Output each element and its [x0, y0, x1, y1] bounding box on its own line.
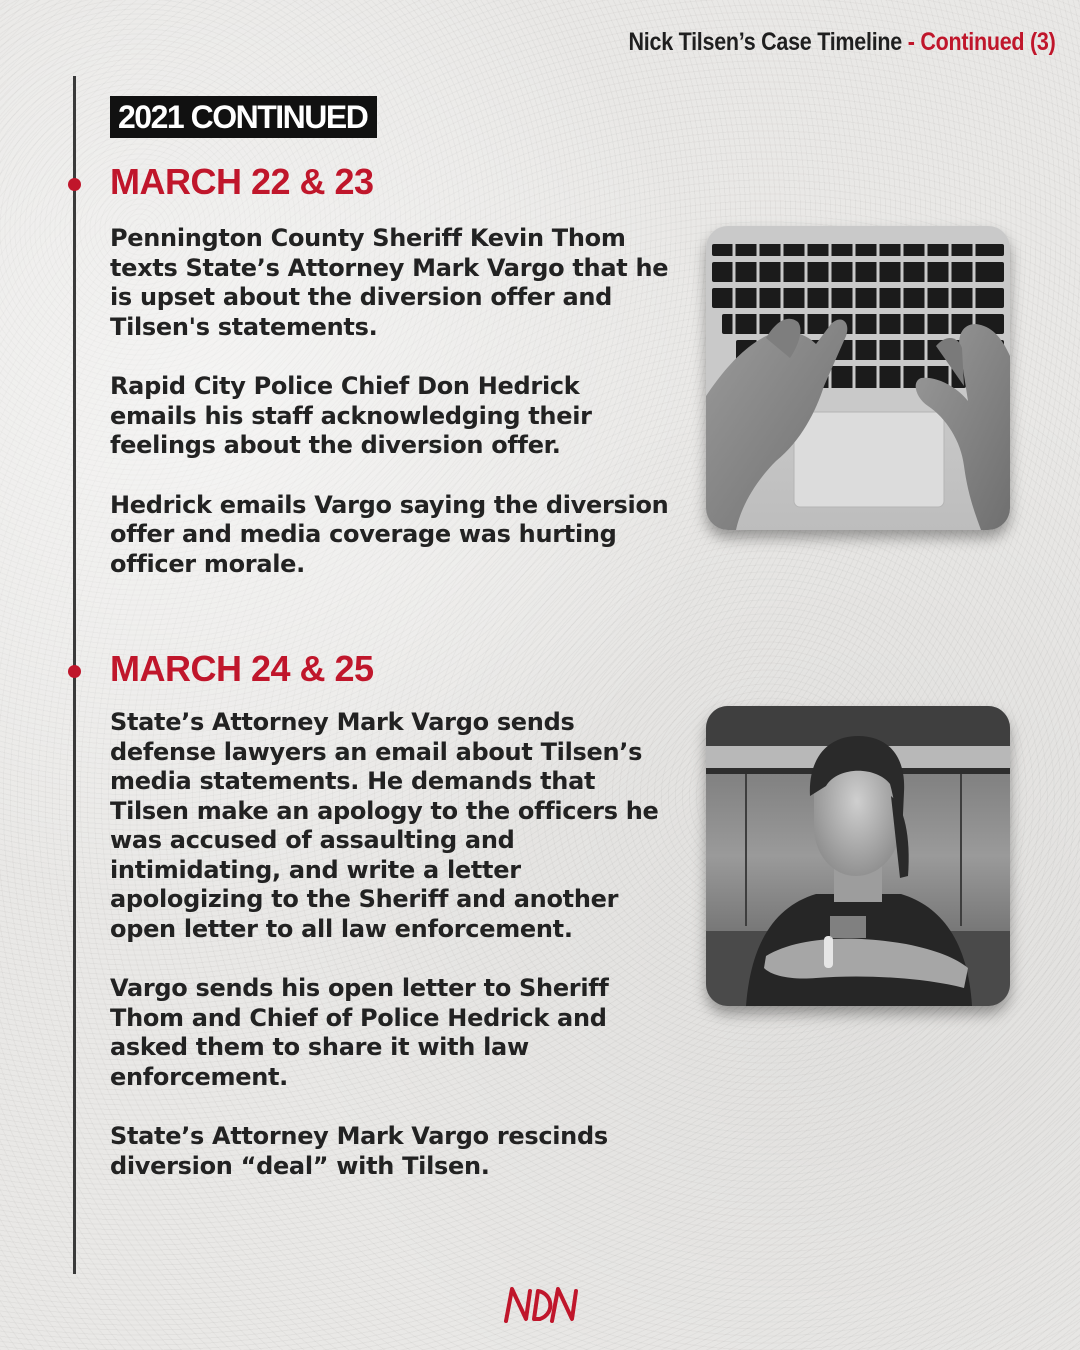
- event-paragraph: Pennington County Sheriff Kevin Thom texts State’s Attorney Mark Vargo that he is upset about the diversion offer and Tilsen's statements.: [110, 224, 669, 341]
- portrait-photo: [706, 706, 1010, 1006]
- event-description: [110, 708, 670, 1211]
- timeline-dot: [68, 665, 81, 678]
- ndn-logo: [500, 1283, 580, 1325]
- event-date: MARCH 24 & 25: [110, 648, 374, 689]
- page-header: [629, 28, 1056, 57]
- header-title: Nick Tilsen’s Case Timeline: [628, 28, 903, 56]
- event-paragraph: State’s Attorney Mark Vargo rescinds diversion “deal” with Tilsen.: [110, 1122, 608, 1180]
- event-date: MARCH 22 & 23: [110, 161, 374, 202]
- year-badge: 2021 CONTINUED: [110, 96, 377, 138]
- event-paragraph: Hedrick emails Vargo saying the diversion offer and media coverage was hurting officer morale.: [110, 490, 669, 578]
- event-paragraph: State’s Attorney Mark Vargo sends defense lawyers an email about Tilsen’s media statements. He demands that Tilsen make an apology to the officers he was accused of assaulting and intimidating, and write a letter apologizing to the Sheriff and another open letter to all law enforcement.: [110, 708, 659, 943]
- keyboard-photo: [706, 226, 1010, 530]
- timeline-dot: [68, 178, 81, 191]
- header-continued: - Continued (3): [908, 28, 1056, 56]
- event-paragraph: Rapid City Police Chief Don Hedrick emails his staff acknowledging their feelings about the diversion offer.: [110, 372, 592, 459]
- event-description: [110, 224, 670, 609]
- event-paragraph: Vargo sends his open letter to Sheriff Thom and Chief of Police Hedrick and asked them to share it with law enforcement.: [110, 974, 609, 1091]
